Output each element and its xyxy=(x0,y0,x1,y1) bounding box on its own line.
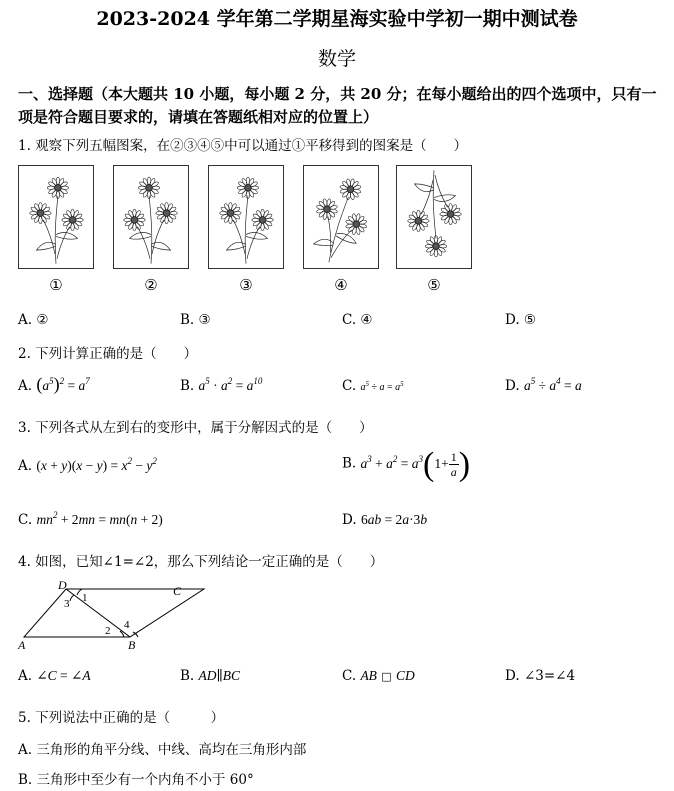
q1-figure-label-3: ③ xyxy=(239,276,253,294)
q4-option-c-box: □ xyxy=(381,670,392,683)
q2-option-b-formula: $a^5 \cdot a^2 = a^{10}$ xyxy=(198,376,263,393)
q3-option-d-label: D. xyxy=(342,512,357,528)
q1-figure-2 xyxy=(113,165,189,269)
q3-option-c-formula: $mn^2 + 2mn = mn(n + 2)$ xyxy=(36,510,163,527)
q2-option-c-label: C. xyxy=(342,378,357,394)
q4-option-d[interactable] xyxy=(505,668,575,684)
q1-option-b[interactable]: B. ③ xyxy=(180,312,211,328)
q4-angle-2: 2 xyxy=(105,625,111,637)
exam-title: 2023-2024 学年第二学期星海实验中学初一期中测试卷 xyxy=(96,8,578,30)
q1-figure-5 xyxy=(396,165,472,269)
q4-point-a: A xyxy=(18,638,26,652)
q4-point-b: B xyxy=(128,638,136,652)
q1-figure-3 xyxy=(208,165,284,269)
q2-option-a-label: A. xyxy=(18,378,33,394)
flower-pattern-icon xyxy=(209,166,283,268)
q1-option-c[interactable]: C. ④ xyxy=(342,312,373,328)
q4-option-b-label: B. xyxy=(180,668,195,684)
q4-point-d: D xyxy=(58,578,67,592)
q5-option-b[interactable]: B. 三角形中至少有一个内角不小于 60° xyxy=(18,772,254,788)
q2-option-c-formula: $a^5 \div a = a^5$ xyxy=(360,380,404,393)
q2-option-d-label: D. xyxy=(505,378,520,394)
q4-point-c: C xyxy=(173,584,182,598)
q3-option-d[interactable] xyxy=(342,512,427,528)
q4-option-c-ab: AB xyxy=(360,668,377,683)
q5-option-a[interactable]: A. 三角形的角平分线、中线、高均在三角形内部 xyxy=(18,742,307,758)
flower-pattern-icon xyxy=(397,166,471,268)
q4-option-a-formula: ∠C = ∠A xyxy=(36,668,91,683)
q4-option-b-formula: AD∥BC xyxy=(198,668,240,683)
q1-figure-label-2: ② xyxy=(144,276,158,294)
q3-option-a[interactable] xyxy=(18,458,157,474)
flower-pattern-icon xyxy=(114,166,188,268)
q4-angle-3: 3 xyxy=(64,598,70,610)
q3-option-a-formula: $(x + y)(x - y) = x^2 - y^2$ xyxy=(36,456,157,473)
flower-pattern-icon xyxy=(19,166,93,268)
q4-parallelogram-figure xyxy=(14,575,214,655)
q1-stem: 1. 观察下列五幅图案，在②③④⑤中可以通过①平移得到的图案是（ ） xyxy=(18,138,468,154)
q4-option-c-label: C. xyxy=(342,668,357,684)
q1-figure-1 xyxy=(18,165,94,269)
q2-option-a[interactable] xyxy=(18,374,90,395)
q4-stem: 4. 如图，已知∠1=∠2，那么下列结论一定正确的是（ ） xyxy=(18,554,384,570)
q3-option-b-formula: $a^3 + a^2 = a^3(1+$ $\frac{1}{a}$ ) xyxy=(360,445,471,483)
q1-option-a[interactable]: A. ② xyxy=(18,312,49,328)
q2-option-a-formula: $(a^5)^2 = a^7$ xyxy=(36,374,90,394)
q2-option-b-label: B. xyxy=(180,378,195,394)
q2-option-d-formula: $a^5 \div a^4 = a$ xyxy=(523,376,582,393)
q4-option-d-label: D. xyxy=(505,668,520,684)
q3-option-c-label: C. xyxy=(18,512,33,528)
q1-figure-label-5: ⑤ xyxy=(427,276,441,294)
q1-figure-label-4: ④ xyxy=(334,276,348,294)
q1-figure-label-1: ① xyxy=(49,276,63,294)
q4-angle-4: 4 xyxy=(124,619,130,631)
flower-pattern-icon xyxy=(304,166,378,268)
q3-option-b-label: B. xyxy=(342,455,357,472)
q4-angle-1: 1 xyxy=(82,592,88,604)
subject-title: 数学 xyxy=(317,48,356,70)
q3-stem: 3. 下列各式从左到右的变形中，属于分解因式的是（ ） xyxy=(18,420,373,436)
q4-option-c-cd: CD xyxy=(395,668,415,683)
q4-option-a-label: A. xyxy=(18,668,33,684)
q4-option-a[interactable] xyxy=(18,668,91,684)
q3-option-c[interactable] xyxy=(18,512,163,528)
q2-option-c[interactable] xyxy=(342,378,404,394)
q3-option-d-formula: 6ab = 2a·3b xyxy=(360,512,428,527)
q3-option-a-label: A. xyxy=(18,458,33,474)
q4-option-c[interactable] xyxy=(342,668,415,684)
q1-figure-4 xyxy=(303,165,379,269)
q2-option-d[interactable] xyxy=(505,378,582,394)
q2-stem: 2. 下列计算正确的是（ ） xyxy=(18,346,198,362)
q5-stem: 5. 下列说法中正确的是（ ） xyxy=(18,710,225,726)
section-heading-line2: 项是符合题目要求的，请填在答题纸相对应的位置上） xyxy=(18,108,379,126)
section-heading-line1: 一、选择题（本大题共 10 小题，每小题 2 分，共 20 分；在每小题给出的四个选项中，只有一 xyxy=(18,85,657,103)
q3-option-b[interactable] xyxy=(342,445,471,483)
q2-option-b[interactable] xyxy=(180,378,262,394)
q1-option-d[interactable]: D. ⑤ xyxy=(505,312,537,328)
q4-option-d-formula: ∠3=∠4 xyxy=(523,668,576,684)
q4-option-b[interactable] xyxy=(180,668,240,684)
